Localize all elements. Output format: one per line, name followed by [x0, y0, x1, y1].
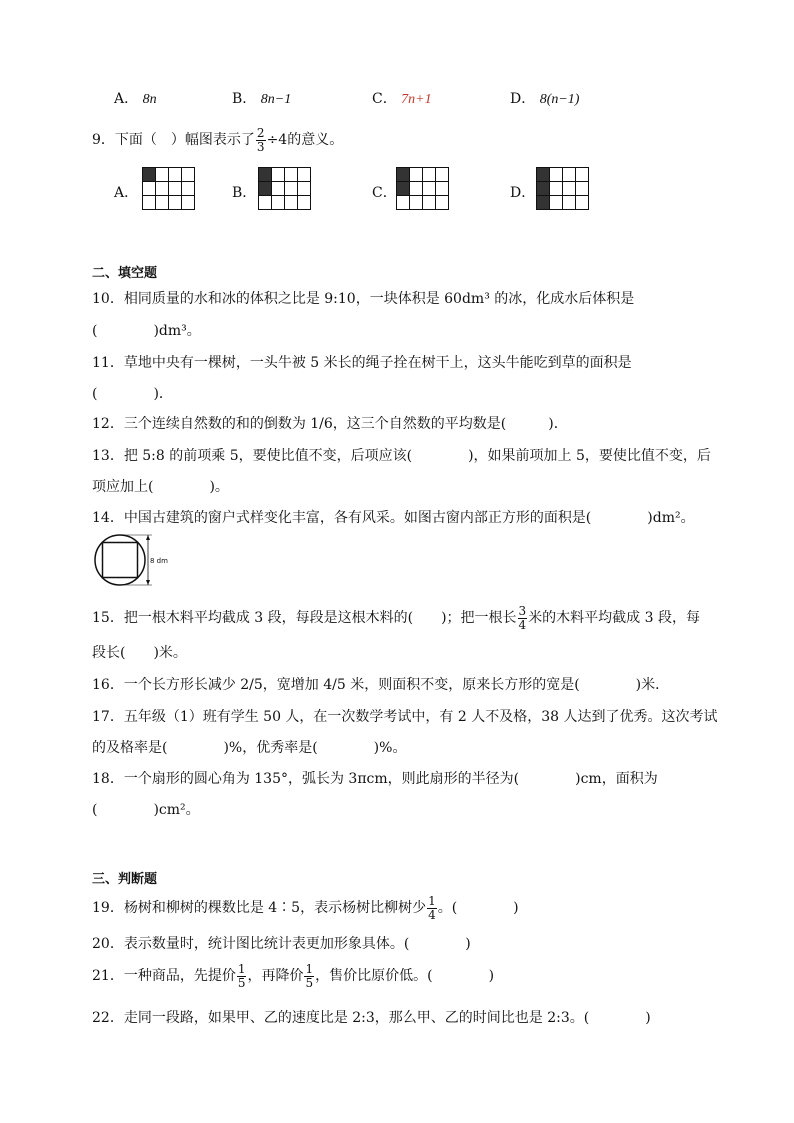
q9-option-c-label: C．: [372, 185, 397, 201]
question-13-line-1: 13．把 5:8 的前项乘 5，要使比值不变，后项应该( )，如果前项加上 5，要使比值不变，后: [92, 448, 711, 464]
question-17-line-1: 17．五年级（1）班有学生 50 人，在一次数学考试中，有 2 人不及格，38 人达到了优秀。这次考试: [92, 709, 718, 725]
question-18-line-1: 18．一个扇形的圆心角为 135°，弧长为 3πcm，则此扇形的半径为( )cm，面积为: [92, 771, 658, 787]
q9-option-d-figure: [536, 167, 589, 210]
q14-window-figure: [92, 533, 182, 587]
dimension-label: 8 dm: [150, 557, 168, 565]
question-21: 21．一种商品，先提价 $\frac{1}{5}$ ，再降价 $\frac{1}{5}$ ，售价比原价低。( ): [92, 961, 495, 990]
q8-option-a: A． 8n: [114, 91, 157, 107]
q9-option-a-figure: [142, 167, 195, 210]
question-16: 16．一个长方形长减少 2/5，宽增加 4/5 米，则面积不变，原来长方形的宽是( )米．: [92, 677, 670, 693]
question-11-line-2: ( )．: [92, 386, 173, 402]
fraction: $\frac{1}{5}$: [305, 961, 314, 990]
q9-option-c-figure: [396, 167, 449, 210]
arrow-bottom: [146, 580, 150, 585]
section-title-fill-in: 二、填空题: [92, 266, 158, 281]
q8-option-c: C． 7n+1: [372, 91, 432, 107]
question-12: 12．三个连续自然数的和的倒数为 1/6，这三个自然数的平均数是( )．: [92, 416, 568, 432]
fraction: $\frac{1}{4}$: [428, 893, 436, 922]
question-17-line-2: 的及格率是( )%，优秀率是( )%。: [92, 740, 407, 756]
arrow-top: [146, 535, 150, 540]
question-10-line-1: 10．相同质量的水和冰的体积之比是 9:10，一块体积是 60dm³ 的冰，化成水后体积是: [92, 291, 635, 307]
question-15-line-2: 段长( )米。: [92, 645, 187, 661]
question-18-line-2: ( )cm²。: [92, 802, 200, 818]
q9-option-b-figure: [258, 167, 311, 210]
question-22: 22．走同一段路，如果甲、乙的速度比是 2:3，那么甲、乙的时间比也是 2:3。( ): [92, 1010, 651, 1026]
question-9: 9．下面（ ）幅图表示了 $\frac{2}{3}$ ÷4的意义。: [92, 125, 344, 154]
q8-option-b: B． 8n−1: [232, 91, 292, 107]
question-14: 14．中国古建筑的窗户式样变化丰富，各有风采。如图古窗内部正方形的面积是( )dm²。: [92, 510, 695, 526]
fraction: $\frac{1}{5}$: [237, 961, 246, 990]
question-10-line-2: ( )dm³。: [92, 323, 201, 339]
question-15-line-1: 15．把一根木料平均截成 3 段，每段是这根木料的( )；把一根长 $\frac{3}{4}$ 米的木料平均截成 3 段，每: [92, 603, 700, 632]
question-19: 19．杨树和柳树的棵数比是 4∶5，表示杨树比柳树少 $\frac{1}{4}$ 。( ): [92, 893, 519, 922]
q9-option-b-label: B．: [232, 185, 257, 201]
question-11-line-1: 11．草地中央有一棵树，一头牛被 5 米长的绳子拴在树干上，这头牛能吃到草的面积是: [92, 355, 632, 371]
question-20: 20．表示数量时，统计图比统计表更加形象具体。( ): [92, 936, 471, 952]
q9-option-a-label: A．: [114, 185, 139, 201]
q8-option-d: D． 8(n−1): [510, 91, 580, 107]
q9-option-d-label: D．: [510, 185, 536, 201]
question-13-line-2: 项应加上( )。: [92, 479, 229, 495]
fraction: $\frac{3}{4}$: [518, 603, 527, 632]
fraction: $\frac{2}{3}$: [256, 125, 265, 154]
section-title-true-false: 三、判断题: [92, 872, 158, 887]
